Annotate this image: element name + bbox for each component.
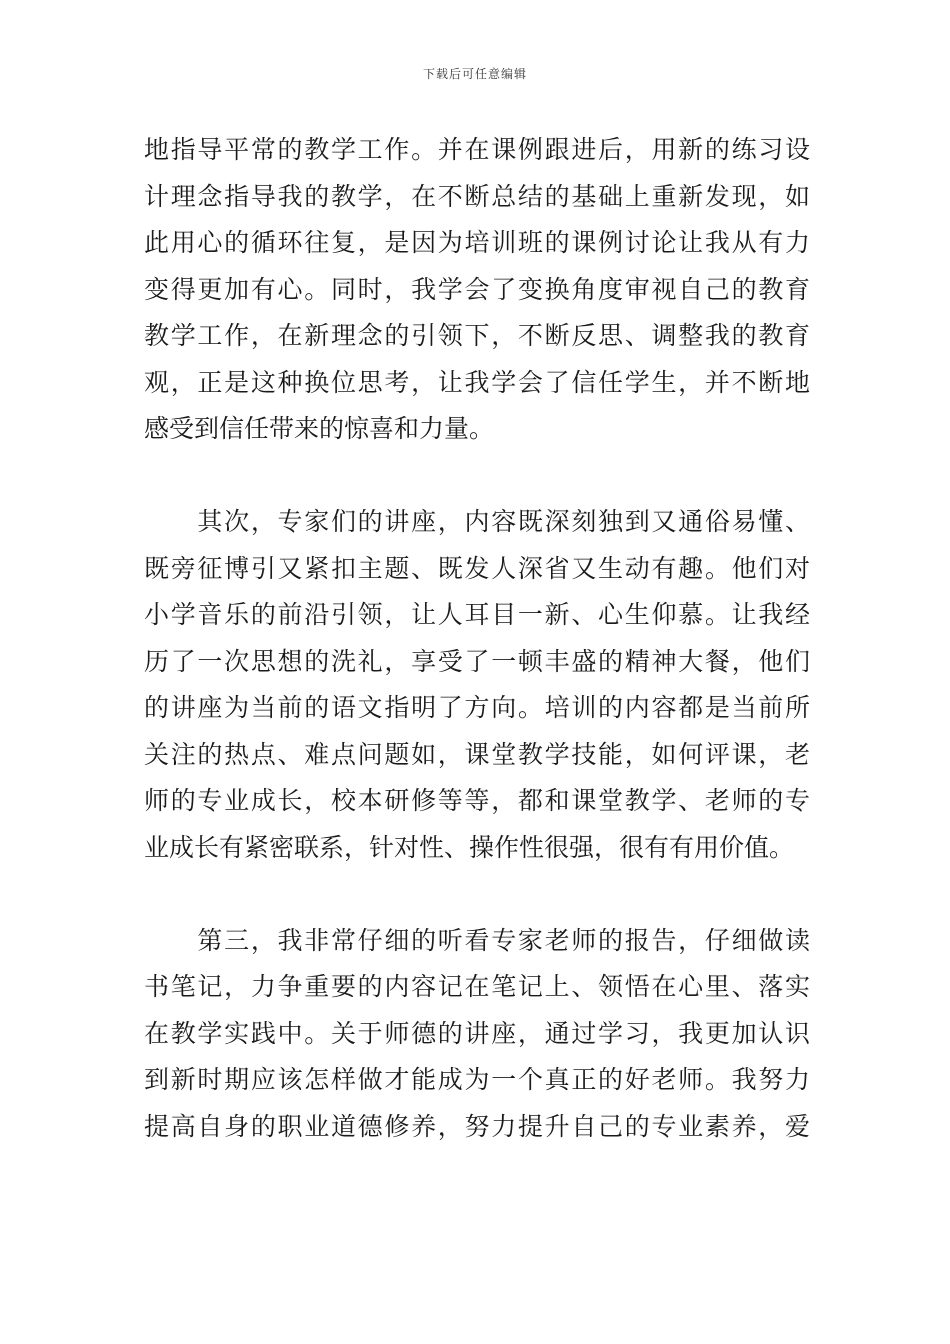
text-line: 师的专业成长，校本研修等等，都和课堂教学、老师的专: [144, 786, 810, 815]
text-line: 第三，我非常仔细的听看专家老师的报告，仔细做读: [144, 925, 810, 955]
text-line: 小学音乐的前沿引领，让人耳目一新、心生仰慕。让我经: [144, 600, 810, 629]
text-line: 的讲座为当前的语文指明了方向。培训的内容都是当前所: [144, 693, 810, 722]
text-line: 业成长有紧密联系，针对性、操作性很强，很有有用价值。: [144, 832, 795, 862]
text-line: 在教学实践中。关于师德的讲座，通过学习，我更加认识: [144, 1018, 810, 1048]
paragraph-gap: [144, 871, 810, 918]
text-line: 到新时期应该怎样做才能成为一个真正的好老师。我努力: [144, 1065, 810, 1094]
body-text: [144, 127, 810, 1150]
paragraph-3: [144, 918, 810, 1151]
page-header: 下载后可任意编辑: [422, 67, 527, 81]
text-line: 计理念指导我的教学，在不断总结的基础上重新发现，如: [144, 181, 810, 211]
paragraph-1: [144, 127, 810, 453]
text-line: 感受到信任带来的惊喜和力量。: [144, 414, 495, 443]
text-line: 观，正是这种换位思考，让我学会了信任学生，并不断地: [144, 367, 810, 397]
text-line: 既旁征博引又紧扣主题、既发人深省又生动有趣。他们对: [144, 553, 810, 583]
text-line: 提高自身的职业道德修养，努力提升自己的专业素养，爱: [144, 1111, 810, 1141]
text-line: 其次，专家们的讲座，内容既深刻独到又通俗易懂、: [144, 507, 810, 536]
text-line: 历了一次思想的洗礼，享受了一顿丰盛的精神大餐，他们: [144, 646, 810, 676]
text-line: 关注的热点、难点问题如，课堂教学技能，如何评课，老: [144, 739, 810, 769]
paragraph-gap: [144, 453, 810, 500]
text-line: 变得更加有心。同时，我学会了变换角度审视自己的教育: [144, 274, 810, 304]
text-line: 书笔记，力争重要的内容记在笔记上、领悟在心里、落实: [144, 972, 810, 1001]
text-line: 教学工作，在新理念的引领下，不断反思、调整我的教育: [144, 321, 810, 350]
text-line: 地指导平常的教学工作。并在课例跟进后，用新的练习设: [144, 135, 810, 164]
paragraph-2: [144, 499, 810, 871]
text-line: 此用心的循环往复，是因为培训班的课例讨论让我从有力: [144, 228, 810, 257]
